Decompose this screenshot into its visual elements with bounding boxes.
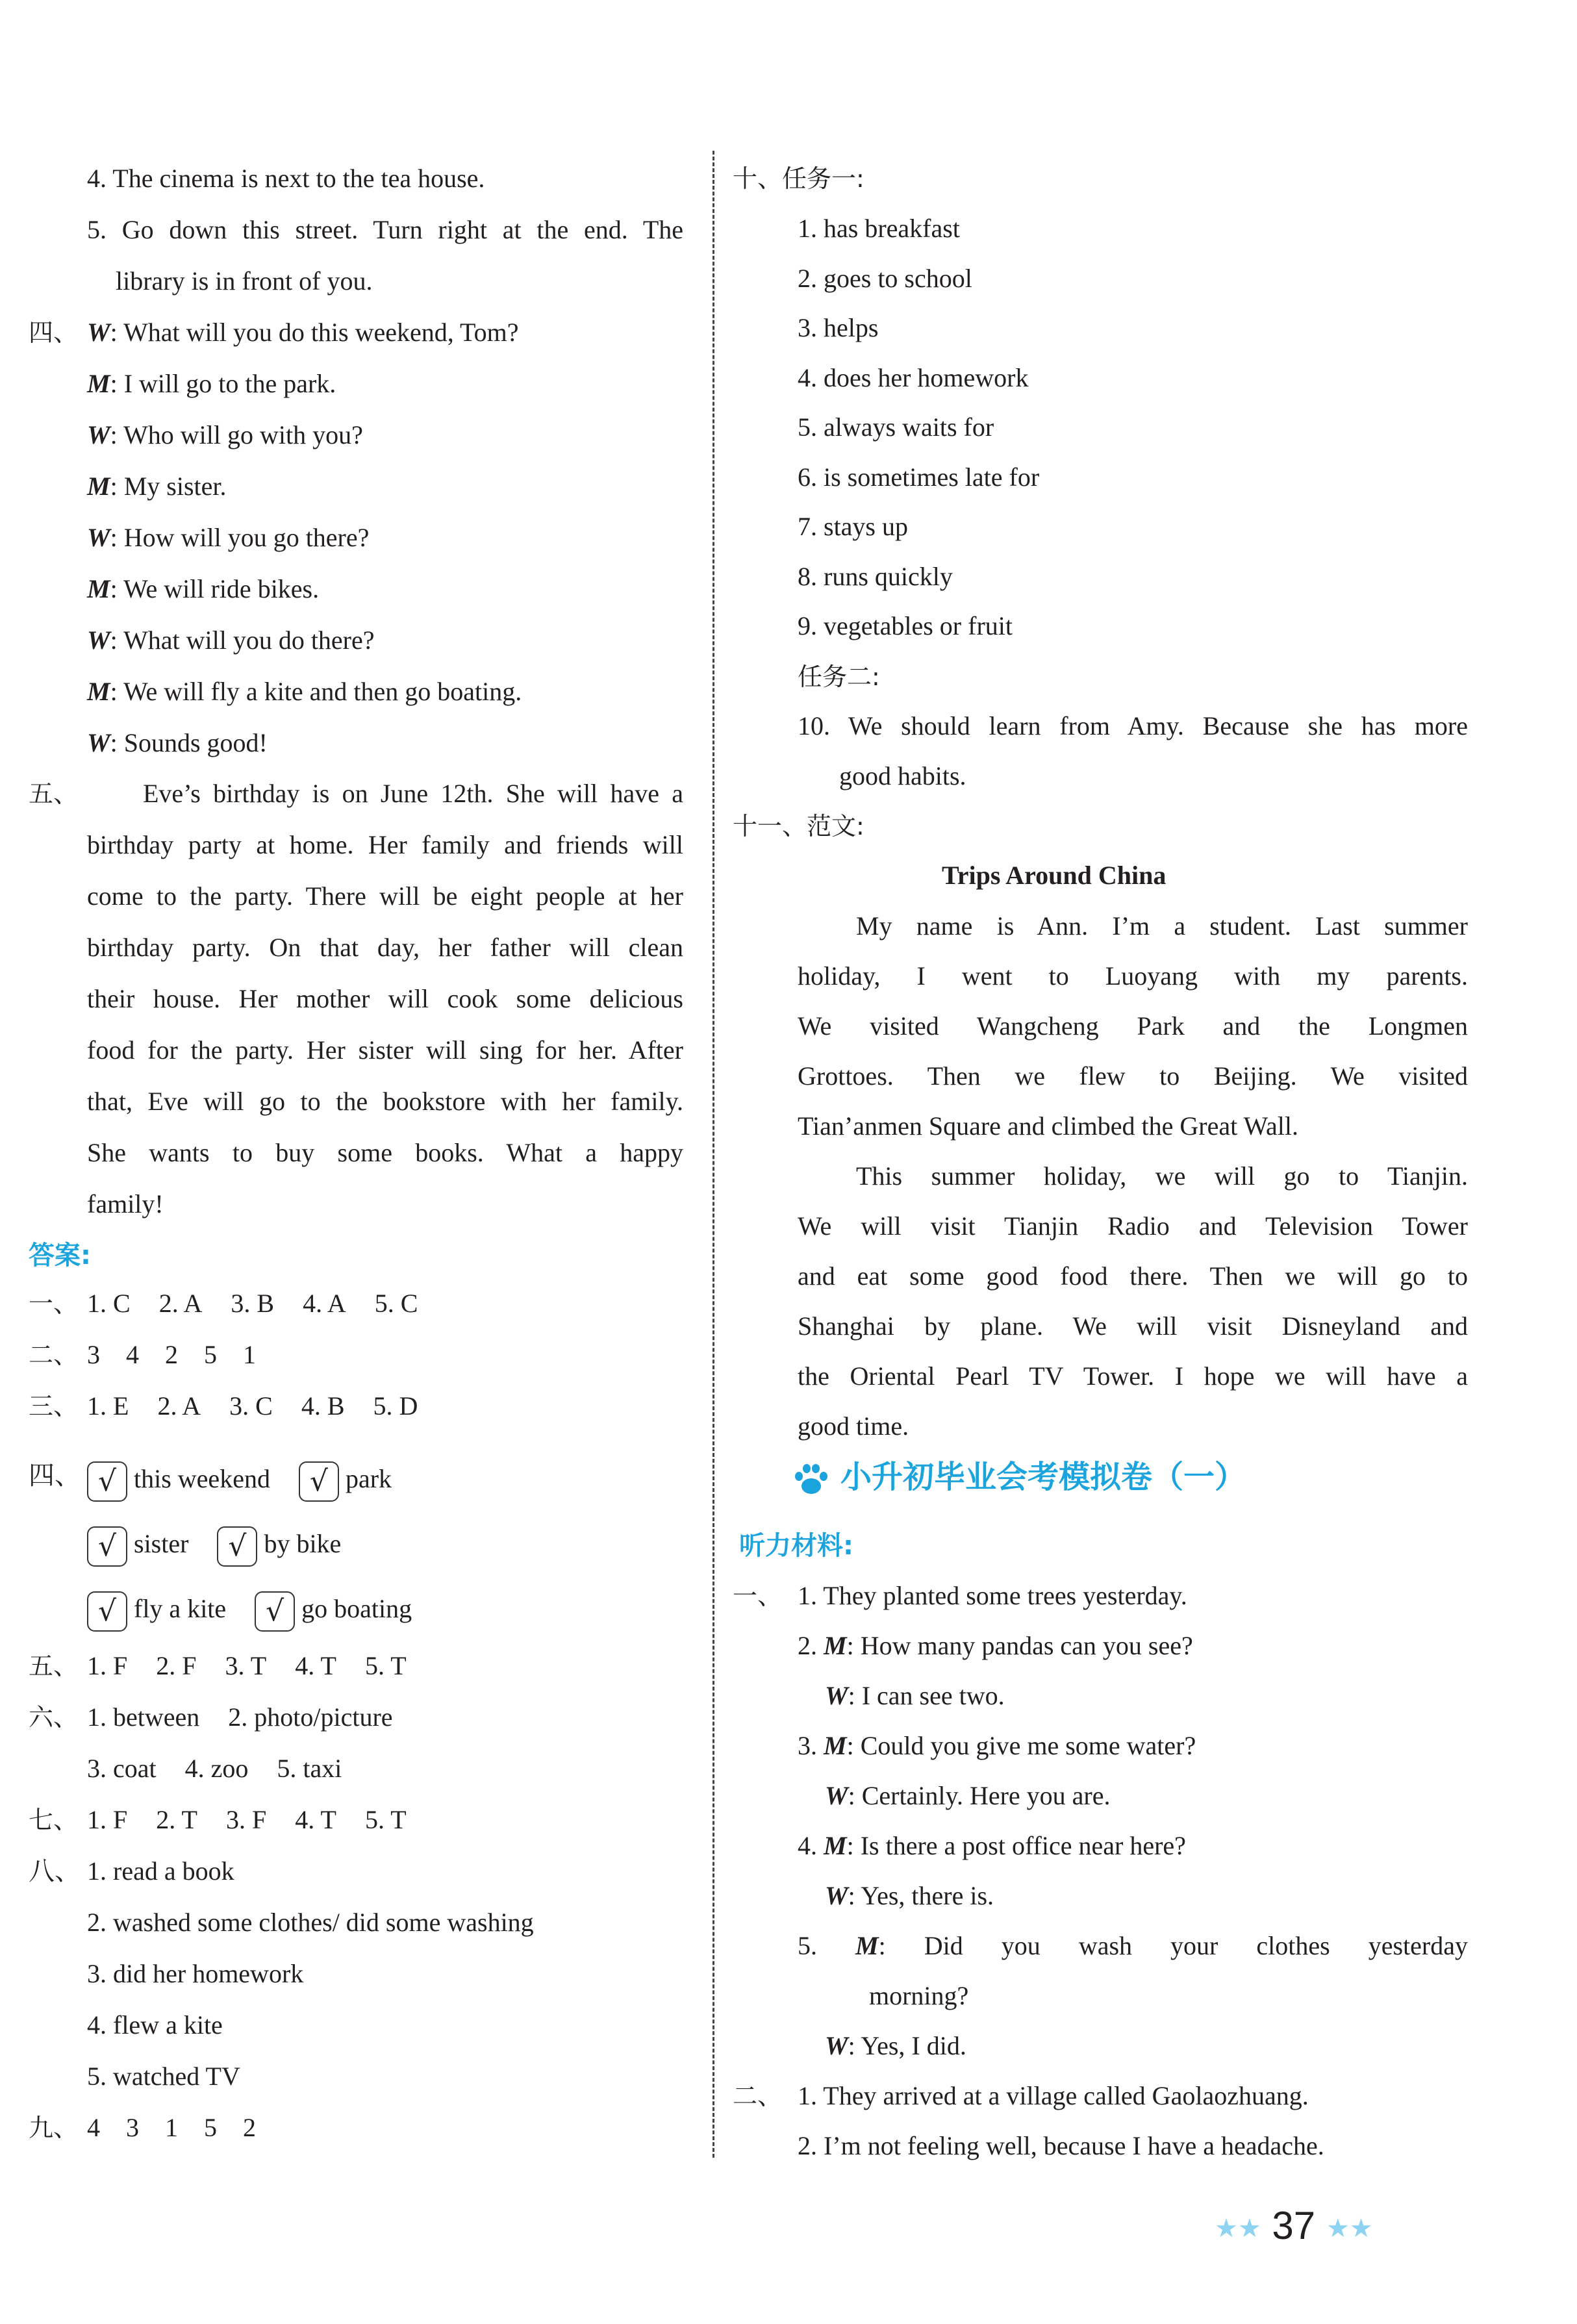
essay-line: We visited Wangcheng Park and the Longmen xyxy=(798,1011,1468,1041)
listening-line xyxy=(825,1880,994,1912)
answer-item: 5. C xyxy=(374,1289,418,1318)
answer-item: 4. zoo xyxy=(184,1754,249,1783)
listening-text: : Yes, there is. xyxy=(848,1881,994,1910)
check-icon: √ xyxy=(87,1526,127,1567)
dialogue-text: : Sounds good! xyxy=(110,728,268,757)
checked-option xyxy=(217,1521,341,1567)
essay-line: Tian’anmen Square and climbed the Great Wall. xyxy=(798,1111,1299,1141)
listen-line: 5. Go down this street. Turn right at the end. The xyxy=(87,215,683,244)
checked-option xyxy=(299,1456,392,1502)
dialogue-line xyxy=(87,624,375,657)
listening2-line: 1. They arrived at a village called Gaolaozhuang. xyxy=(798,2081,1309,2110)
answer-row xyxy=(29,1800,435,1839)
answer-item: 5. D xyxy=(373,1391,418,1421)
answer-item: 5 xyxy=(204,1340,217,1369)
answer-row xyxy=(29,1387,446,1426)
answer-item: 4. flew a kite xyxy=(87,2010,223,2040)
listening2-line: 2. I’m not feeling well, because I have a headache. xyxy=(798,2131,1324,2160)
dialogue-text: : Who will go with you? xyxy=(110,420,363,449)
speaker: W xyxy=(825,2031,848,2060)
answer-item: 4. T xyxy=(295,1805,336,1834)
item-number: 4. xyxy=(798,1831,824,1860)
answer-item: 3. did her homework xyxy=(87,1959,304,1988)
listening-heading: 听力材料: xyxy=(739,1531,853,1561)
answer-item: 3. F xyxy=(225,1805,267,1834)
answer-item: 5. watched TV xyxy=(87,2062,240,2091)
listening-line xyxy=(825,1780,1110,1812)
listening-text: They planted some trees yesterday. xyxy=(823,1581,1187,1610)
check-row xyxy=(87,1586,412,1632)
dialogue-text: : We will ride bikes. xyxy=(110,574,320,603)
section-label-4: 四、 xyxy=(29,318,79,347)
answer-item: 2. washed some clothes/ did some washing xyxy=(87,1908,534,1937)
answer-item: 1. E xyxy=(87,1391,129,1421)
listening-text: : Is there a post office near here? xyxy=(846,1831,1186,1860)
task1-item: 6. is sometimes late for xyxy=(798,462,1040,492)
listening-line xyxy=(825,2030,966,2062)
answer-item: 2. A xyxy=(157,1391,201,1421)
section-title-text: 小升初毕业会考模拟卷（一） xyxy=(840,1459,1246,1495)
answer-item: 1. between xyxy=(87,1702,200,1732)
item-number: 2. xyxy=(798,1631,824,1660)
answer-label: 一、 xyxy=(29,1289,79,1318)
answer-label: 二、 xyxy=(29,1341,79,1369)
essay-line: My name is Ann. I’m a student. Last summer xyxy=(856,911,1468,941)
answer-item: 3 xyxy=(87,1340,100,1369)
listening-line xyxy=(798,1630,1193,1662)
listening-text: : Yes, I did. xyxy=(848,2031,966,2060)
dialogue-text: : What will you do there? xyxy=(110,625,375,655)
check-icon: √ xyxy=(87,1591,127,1632)
option-text: this weekend xyxy=(134,1464,270,1493)
answer-item: 5. taxi xyxy=(277,1754,342,1783)
checked-option xyxy=(87,1456,270,1502)
passage-line: food for the party. Her sister will sing for her. After xyxy=(87,1035,683,1065)
answer-item: 2. A xyxy=(158,1289,203,1318)
dialogue-line xyxy=(87,727,268,759)
star-icon: ★ xyxy=(1215,2214,1238,2243)
answer-item: 1 xyxy=(243,1340,256,1369)
listen-line: library is in front of you. xyxy=(116,266,373,296)
option-text: park xyxy=(345,1464,392,1493)
answer-row xyxy=(29,1698,422,1737)
answer-item: 2 xyxy=(243,2113,256,2142)
task2-line: good habits. xyxy=(839,761,966,790)
item-number: 3. xyxy=(798,1731,824,1760)
check-icon: √ xyxy=(255,1591,295,1632)
option-text: fly a kite xyxy=(134,1594,227,1623)
answer-row xyxy=(29,1335,282,1374)
answer-row xyxy=(87,1749,370,1788)
listening-label-2: 二、 xyxy=(733,2082,783,2110)
answers-heading: 答案: xyxy=(29,1241,91,1270)
answer-item: 4 xyxy=(87,2113,100,2142)
dialogue-line xyxy=(87,573,319,605)
column-divider xyxy=(713,151,714,2158)
passage-line: She wants to buy some books. What a happy xyxy=(87,1138,683,1167)
section-label-11: 十一、范文: xyxy=(733,812,864,840)
answer-item: 2. photo/picture xyxy=(228,1702,393,1732)
speaker: M xyxy=(87,677,110,706)
passage-line: their house. Her mother will cook some delicious xyxy=(87,984,683,1013)
answer-label: 六、 xyxy=(29,1703,79,1732)
answer-item: 5 xyxy=(204,2113,217,2142)
item-number: 5. xyxy=(798,1931,856,1960)
section-label-10: 十、任务一: xyxy=(733,164,864,193)
task1-item: 4. does her homework xyxy=(798,362,1029,392)
answer-item: 1. F xyxy=(87,1805,128,1834)
dialogue-line xyxy=(87,316,519,349)
listening-line xyxy=(798,1580,1187,1612)
item-number: 1. xyxy=(798,1581,824,1610)
speaker: M xyxy=(824,1831,847,1860)
essay-line: good time. xyxy=(798,1411,909,1441)
answer-item: 2. F xyxy=(156,1651,197,1680)
speaker: M xyxy=(824,1631,847,1660)
essay-title: Trips Around China xyxy=(942,861,1167,890)
listening-text: : How many pandas can you see? xyxy=(846,1631,1193,1660)
essay-line: Shanghai by plane. We will visit Disneyland and xyxy=(798,1311,1468,1341)
essay-line: the Oriental Pearl TV Tower. I hope we will have a xyxy=(798,1361,1468,1391)
listening-line xyxy=(798,1730,1196,1762)
task1-item: 7. stays up xyxy=(798,512,908,541)
answer-item: 2. T xyxy=(156,1805,197,1834)
passage-line: come to the party. There will be eight people at her xyxy=(87,881,683,911)
answer-item: 5. T xyxy=(364,1651,407,1680)
dialogue-text: : What will you do this weekend, Tom? xyxy=(110,318,519,347)
passage-line: birthday party at home. Her family and friends will xyxy=(87,830,683,859)
task2-line: 10. We should learn from Amy. Because she has more xyxy=(798,711,1468,740)
answer-item: 1 xyxy=(165,2113,178,2142)
essay-line: We will visit Tianjin Radio and Television Tower xyxy=(798,1211,1468,1241)
answer-item: 3. C xyxy=(229,1391,273,1421)
essay-line: This summer holiday, we will go to Tianjin. xyxy=(856,1161,1468,1191)
option-text: by bike xyxy=(264,1529,342,1558)
check-row xyxy=(87,1456,392,1502)
page-number-text: 37 xyxy=(1272,2204,1316,2247)
listen-line: 4. The cinema is next to the tea house. xyxy=(87,164,485,193)
answer-row xyxy=(29,1284,446,1323)
section-title xyxy=(792,1452,1246,1497)
dialogue-line xyxy=(87,470,226,503)
passage-line: birthday party. On that day, her father will clean xyxy=(87,933,683,962)
answer-item: 1. F xyxy=(87,1651,128,1680)
speaker: M xyxy=(824,1731,847,1760)
speaker: W xyxy=(87,420,110,449)
dialogue-line xyxy=(87,676,522,708)
answer-label: 五、 xyxy=(29,1652,79,1680)
speaker: M xyxy=(87,574,110,603)
answer-item: 4. B xyxy=(301,1391,345,1421)
answer-item: 5. T xyxy=(364,1805,407,1834)
checked-option xyxy=(255,1586,412,1632)
task1-item: 5. always waits for xyxy=(798,412,994,442)
answer-label: 三、 xyxy=(29,1392,79,1421)
dialogue-text: : My sister. xyxy=(110,472,227,501)
checked-option xyxy=(87,1586,226,1632)
section-label-5: 五、 xyxy=(29,779,79,808)
listening-line xyxy=(825,1680,1005,1712)
task2-label: 任务二: xyxy=(798,663,880,691)
check-row xyxy=(87,1521,341,1567)
listening-text: : Could you give me some water? xyxy=(846,1731,1196,1760)
dialogue-line xyxy=(87,522,369,554)
listening-label-1: 一、 xyxy=(733,1582,783,1610)
listening-line xyxy=(798,1930,1468,1962)
answer-label: 九、 xyxy=(29,2114,79,2142)
answer-item: 4 xyxy=(126,1340,139,1369)
listening-text: : Certainly. Here you are. xyxy=(848,1781,1111,1810)
speaker: W xyxy=(825,1681,848,1710)
speaker: W xyxy=(87,318,110,347)
option-text: go boating xyxy=(301,1594,412,1623)
dialogue-line xyxy=(87,368,336,400)
page-number xyxy=(1215,2203,1373,2248)
answer-item: 1. read a book xyxy=(87,1856,234,1886)
answer-item: 4. A xyxy=(303,1289,346,1318)
essay-line: holiday, I went to Luoyang with my parents. xyxy=(798,961,1468,991)
answer-label: 四、 xyxy=(29,1461,81,1491)
answer-item: 3. coat xyxy=(87,1754,157,1783)
passage-line: that, Eve will go to the bookstore with her family. xyxy=(87,1087,683,1116)
essay-line: and eat some good food there. Then we will go to xyxy=(798,1261,1468,1291)
answer-label: 八、 xyxy=(29,1856,81,1886)
listening-text: morning? xyxy=(869,1981,969,2010)
answer-item: 3. B xyxy=(231,1289,275,1318)
speaker: W xyxy=(87,728,110,757)
option-text: sister xyxy=(134,1529,189,1558)
speaker: W xyxy=(87,523,110,552)
star-icon: ★ xyxy=(1326,2214,1350,2243)
answer-item: 2 xyxy=(165,1340,178,1369)
checked-option xyxy=(87,1521,188,1567)
check-icon: √ xyxy=(87,1461,127,1502)
listening-line xyxy=(798,1830,1186,1862)
dialogue-text: : We will fly a kite and then go boating. xyxy=(110,677,522,706)
speaker: W xyxy=(825,1781,848,1810)
task1-item: 3. helps xyxy=(798,313,879,342)
task1-item: 8. runs quickly xyxy=(798,561,953,591)
task1-item: 9. vegetables or fruit xyxy=(798,611,1013,640)
star-icon: ★ xyxy=(1237,2214,1261,2243)
answer-label: 七、 xyxy=(29,1806,79,1834)
speaker: M xyxy=(87,369,110,398)
answer-item: 3 xyxy=(126,2113,139,2142)
check-icon: √ xyxy=(217,1526,257,1567)
speaker: W xyxy=(825,1881,848,1910)
task1-item: 2. goes to school xyxy=(798,263,972,293)
speaker: M xyxy=(855,1931,879,1960)
answer-item: 3. T xyxy=(225,1651,267,1680)
star-icon: ★ xyxy=(1349,2214,1373,2243)
speaker: W xyxy=(87,625,110,655)
listening-text: : I can see two. xyxy=(848,1681,1005,1710)
dialogue-text: : How will you go there? xyxy=(110,523,370,552)
answer-row xyxy=(29,1647,435,1686)
task1-item: 1. has breakfast xyxy=(798,214,960,243)
dialogue-text: : I will go to the park. xyxy=(110,369,336,398)
listening-line xyxy=(869,1980,968,2012)
check-icon: √ xyxy=(299,1461,339,1502)
dialogue-line xyxy=(87,419,363,451)
answer-item: 4. T xyxy=(295,1651,336,1680)
passage-line: Eve’s birthday is on June 12th. She will have a xyxy=(143,779,683,808)
listening-text: : Did you wash your clothes yesterday xyxy=(878,1931,1468,1960)
answer-row xyxy=(29,2108,282,2147)
passage-line: family! xyxy=(87,1189,164,1219)
essay-line: Grottoes. Then we flew to Beijing. We visited xyxy=(798,1061,1468,1091)
paw-icon xyxy=(792,1463,829,1495)
speaker: M xyxy=(87,472,110,501)
answer-item: 1. C xyxy=(87,1289,131,1318)
